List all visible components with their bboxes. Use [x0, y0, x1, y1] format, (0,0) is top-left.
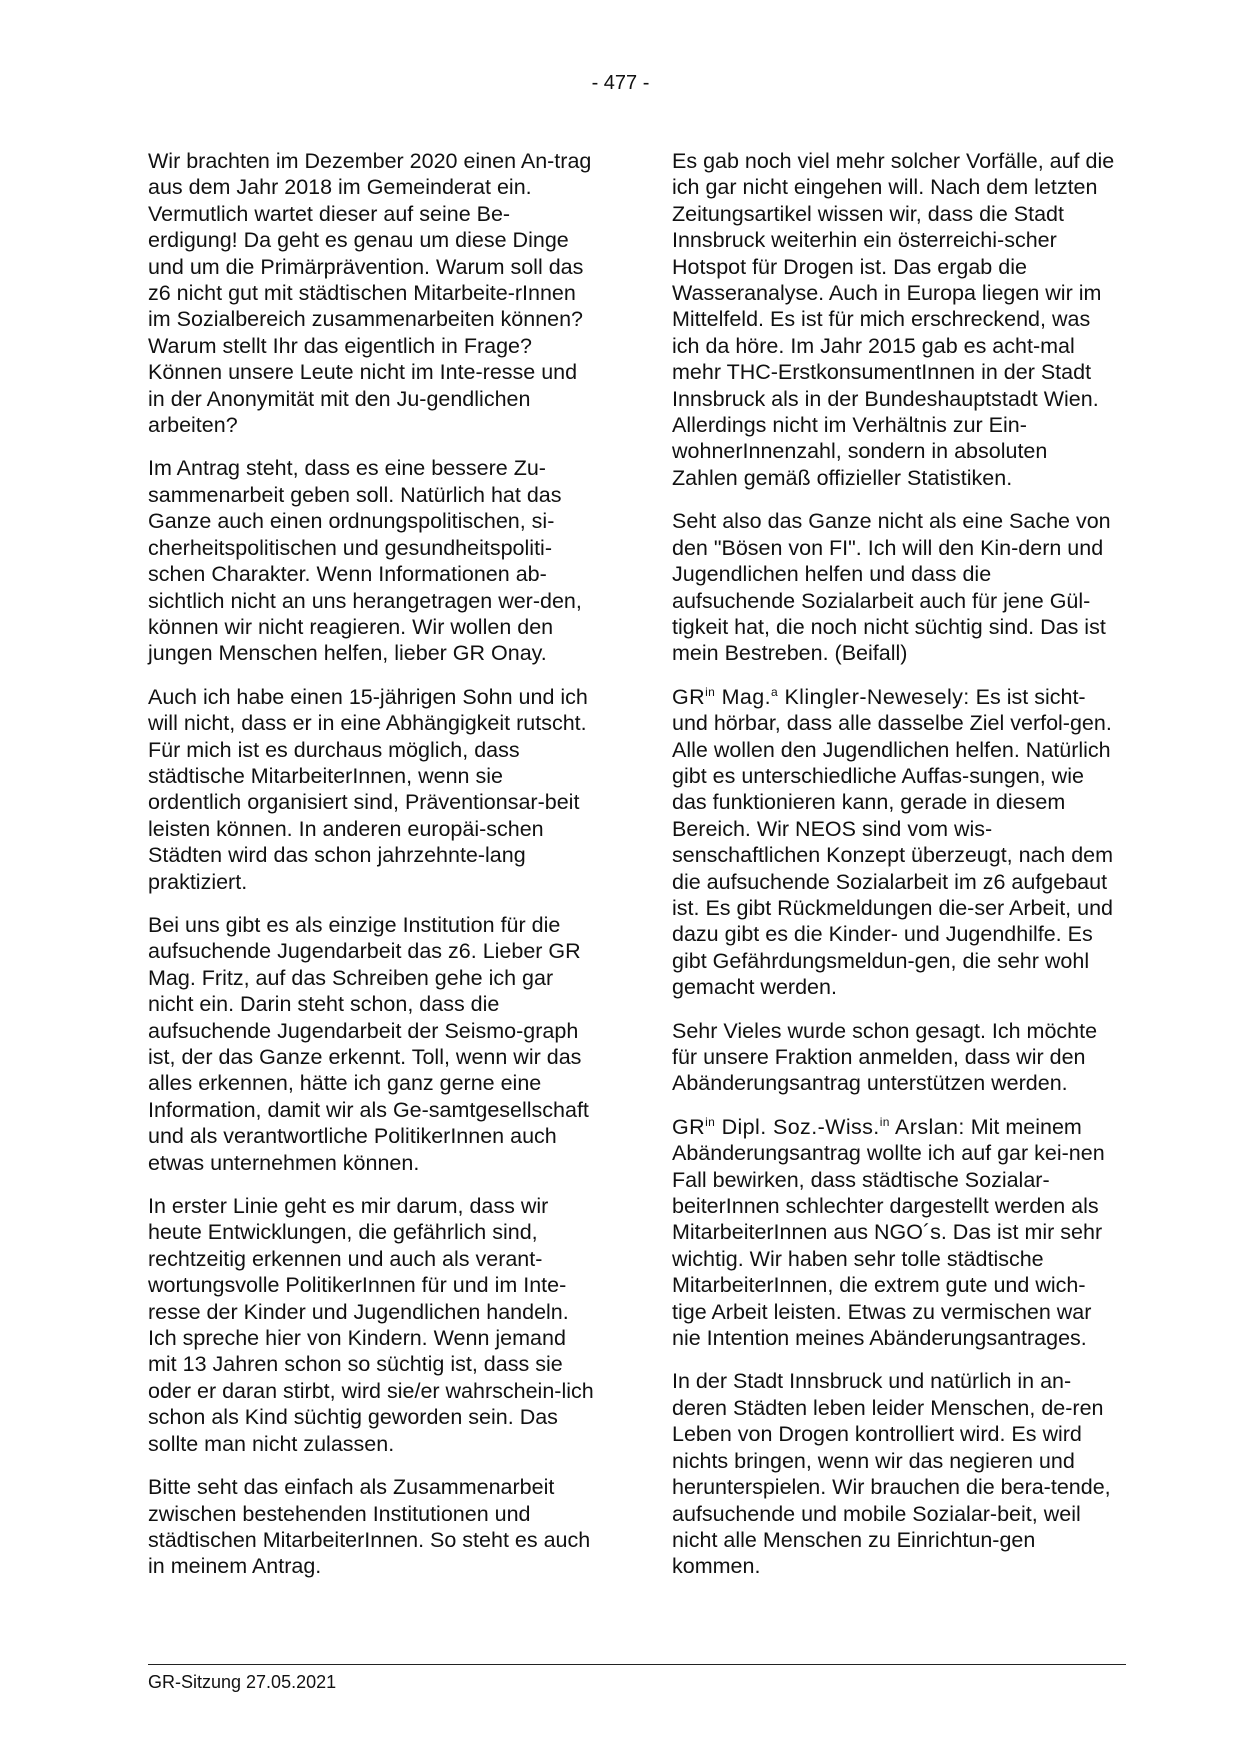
speaker-degree-suffix: in — [879, 1114, 890, 1129]
paragraph: Sehr Vieles wurde schon gesagt. Ich möchte für unsere Fraktion anmelden, dass wir den Abänderungsantrag unterstützen werden. — [672, 1018, 1098, 1096]
paragraph: Es gab noch viel mehr solcher Vorfälle, auf die ich gar nicht eingehen will. Nach dem letzten Zeitungsartikel wissen wir, dass die Stadt Innsbruck weiterhin ein österreichi-scher Hotspot für Drogen ist. Das ergab die Wasseranalyse. Auch in Europa liegen wir im Mittelfeld. Es ist für mich erschreckend, was ich da höre. Im Jahr 2015 gab es acht-mal mehr THC-ErstkonsumentInnen in der Stadt Innsbruck als in der Bundeshauptstadt Wien. Allerdings nicht im Verhältnis zur Ein-wohnerInnenzahl, sondern in absoluten Zahlen gemäß offizieller Statistiken. — [672, 149, 1115, 490]
speaker-degree: Dipl. Soz.-Wiss. — [721, 1114, 880, 1139]
speaker-paragraph — [672, 684, 1118, 1001]
speaker-paragraph — [672, 1114, 1118, 1352]
paragraph: Wir brachten im Dezember 2020 einen An-trag aus dem Jahr 2018 im Gemeinderat ein. Vermutlich wartet dieser auf seine Be-erdigung! Da geht es genau um diese Dinge und um die Primärprävention. Warum soll das z6 nicht gut mit städtischen Mitarbeite-rInnen im Sozialbereich zusammenarbeiten können? Warum stellt Ihr das eigentlich in Frage? Können unsere Leute nicht im Inte-resse und in der Anonymität mit den Ju-gendlichen arbeiten? — [148, 149, 592, 438]
footer-divider — [148, 1664, 1126, 1665]
paragraph: Im Antrag steht, dass es eine bessere Zu-sammenarbeit geben soll. Natürlich hat das Ganze auch einen ordnungspolitischen, si-cherheitspolitischen und gesundheitspoliti-schen Charakter. Wenn Informationen ab-sichtlich nicht an uns herangetragen wer-den, können wir nicht reagieren. Wir wollen den jungen Menschen helfen, lieber GR Onay. — [148, 456, 582, 666]
speech-text: Mit meinem Abänderungsantrag wollte ich auf gar kei-nen Fall bewirken, dass städtische Sozialar-beiterInnen schlechter dargestellt werden als MitarbeiterInnen aus NGO´s. Das ist mir sehr wichtig. Wir haben sehr tolle städtische MitarbeiterInnen, die extrem gute und wich-tige Arbeit leisten. Etwas zu vermischen war nie Intention meines Abänderungsantrages. — [672, 1114, 1105, 1351]
page-number: - 477 - — [591, 72, 650, 94]
footer-session-date: GR-Sitzung 27.05.2021 — [148, 1672, 337, 1692]
paragraph: Auch ich habe einen 15-jährigen Sohn und ich will nicht, dass er in eine Abhängigkeit rutscht. Für mich ist es durchaus möglich, dass städtische MitarbeiterInnen, wenn sie ordentlich organisiert sind, Präventionsar-beit leisten können. In anderen europäi-schen Städten wird das schon jahrzehnte-lang praktiziert. — [148, 684, 588, 894]
paragraph: Bitte seht das einfach als Zusammenarbeit zwischen bestehenden Institutionen und städtischen MitarbeiterInnen. So steht es auch in meinem Antrag. — [148, 1475, 591, 1579]
speaker-title-suffix: in — [705, 1114, 716, 1129]
paragraph: Bei uns gibt es als einzige Institution für die aufsuchende Jugendarbeit das z6. Lieber GR Mag. Fritz, auf das Schreiben gehe ich gar nicht ein. Darin steht schon, dass die aufsuchende Jugendarbeit der Seismo-graph ist, der das Ganze erkennt. Toll, wenn wir das alles erkennen, hätte ich ganz gerne eine Information, damit wir als Ge-samtgesellschaft und als verantwortliche PolitikerInnen auch etwas unternehmen können. — [148, 912, 589, 1175]
speaker-degree-suffix: a — [770, 684, 779, 699]
speaker-surname: Klingler-Newesely: — [784, 684, 970, 709]
speech-text: Es ist sicht- und hörbar, dass alle dasselbe Ziel verfol-gen. Alle wollen den Jugendlichen helfen. Natürlich gibt es unterschiedliche Auffas-sungen, wie das funktionieren kann, gerade in diesem Bereich. Wir NEOS sind vom wis-senschaftlichen Konzept überzeugt, nach dem die aufsuchende Sozialarbeit im z6 aufgebaut ist. Es gibt Rückmeldungen die-ser Arbeit, und dazu gibt es die Kinder- und Jugendhilfe. Es gibt Gefährdungsmeldun-gen, die sehr wohl gemacht werden. — [672, 684, 1114, 1000]
speaker-surname: Arslan: — [895, 1114, 965, 1139]
speaker-title: GR — [672, 1114, 706, 1139]
speaker-name — [672, 685, 970, 709]
speaker-name — [672, 1115, 965, 1139]
paragraph: Seht also das Ganze nicht als eine Sache von den "Bösen von FI". Ich will den Kin-dern und Jugendlichen helfen und dass die aufsuchende Sozialarbeit auch für jene Gül-tigkeit hat, die noch nicht süchtig sind. Das ist mein Bestreben. (Beifall) — [672, 509, 1111, 666]
right-column — [672, 148, 1118, 1597]
paragraph: In der Stadt Innsbruck und natürlich in an-deren Städten leben leider Menschen, de-ren Leben von Drogen kontrolliert wird. Es wird nichts bringen, wenn wir das negieren und herunterspielen. Wir brauchen die bera-tende, aufsuchende und mobile Sozialar-beit, weil nicht alle Menschen zu Einrichtun-gen kommen. — [672, 1369, 1111, 1579]
left-column — [148, 148, 594, 1597]
speaker-title-suffix: in — [705, 684, 716, 699]
paragraph: In erster Linie geht es mir darum, dass wir heute Entwicklungen, die gefährlich sind, rechtzeitig erkennen und auch als verant-wortungsvolle PolitikerInnen für und im Inte-resse der Kinder und Jugendlichen handeln. Ich spreche hier von Kindern. Wenn jemand mit 13 Jahren schon so süchtig ist, dass sie oder er daran stirbt, wird sie/er wahrschein-lich schon als Kind süchtig geworden sein. Das sollte man nicht zulassen. — [148, 1194, 594, 1456]
speaker-title: GR — [672, 684, 706, 709]
speaker-degree: Mag. — [721, 684, 771, 709]
